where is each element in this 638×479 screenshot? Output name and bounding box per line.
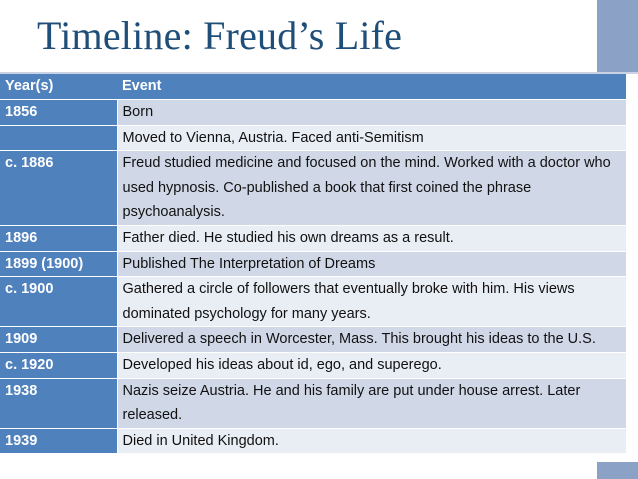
row-event: Nazis seize Austria. He and his family are put under house arrest. Later released. — [117, 378, 626, 428]
row-year: c. 1886 — [0, 151, 117, 226]
row-year: 1938 — [0, 378, 117, 428]
row-event: Born — [117, 100, 626, 126]
table-row — [0, 125, 626, 151]
column-header-years: Year(s) — [0, 74, 117, 100]
row-year: 1909 — [0, 327, 117, 353]
table-row — [0, 251, 626, 277]
timeline-table — [0, 74, 626, 454]
table-row — [0, 378, 626, 428]
row-event: Moved to Vienna, Austria. Faced anti-Semitism — [117, 125, 626, 151]
slide-title: Timeline: Freud’s Life — [37, 13, 403, 58]
table-row — [0, 100, 626, 126]
row-year: 1899 (1900) — [0, 251, 117, 277]
row-year: c. 1900 — [0, 277, 117, 327]
table-row — [0, 277, 626, 327]
row-event: Published The Interpretation of Dreams — [117, 251, 626, 277]
row-year: c. 1920 — [0, 352, 117, 378]
corner-accent-block — [597, 0, 638, 72]
row-year — [0, 125, 117, 151]
row-event: Freud studied medicine and focused on the mind. Worked with a doctor who used hypnosis. Co-published a book that first coined the phrase psychoanalysis. — [117, 151, 626, 226]
row-event: Developed his ideas about id, ego, and superego. — [117, 352, 626, 378]
row-event: Father died. He studied his own dreams as a result. — [117, 225, 626, 251]
table-row — [0, 428, 626, 454]
row-event: Delivered a speech in Worcester, Mass. This brought his ideas to the U.S. — [117, 327, 626, 353]
table-header-row — [0, 74, 626, 100]
row-event: Died in United Kingdom. — [117, 428, 626, 454]
row-year: 1896 — [0, 225, 117, 251]
column-header-event: Event — [117, 74, 626, 100]
row-year: 1939 — [0, 428, 117, 454]
table-row — [0, 352, 626, 378]
table-row — [0, 225, 626, 251]
table-row — [0, 327, 626, 353]
table-row — [0, 151, 626, 226]
row-event: Gathered a circle of followers that eventually broke with him. His views dominated psychology for many years. — [117, 277, 626, 327]
corner-accent-block-bottom — [597, 462, 638, 479]
row-year: 1856 — [0, 100, 117, 126]
